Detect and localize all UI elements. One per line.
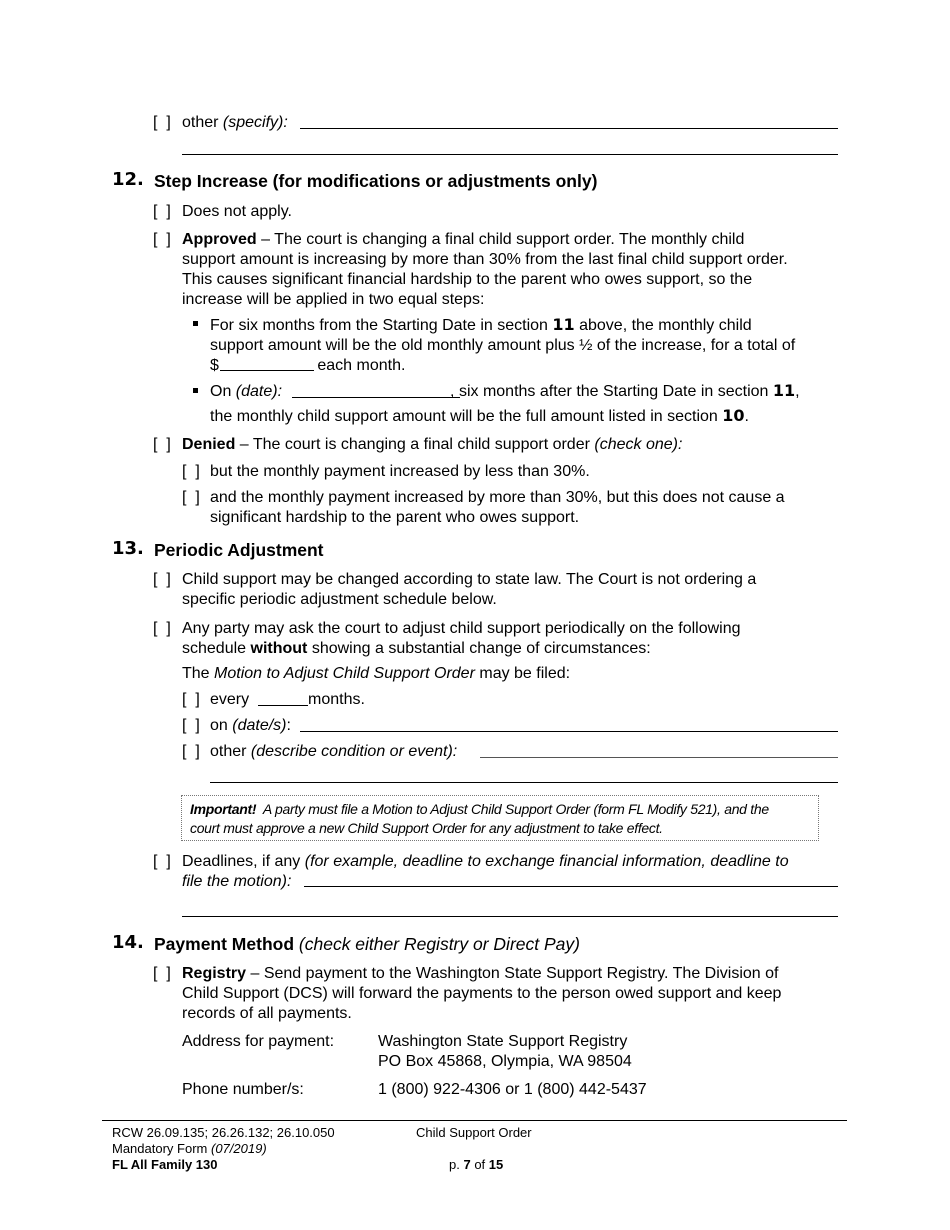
denied-text: Denied – The court is changing a final child support order (check one): [182, 436, 683, 453]
section-13-number: 13. [112, 538, 144, 559]
address-value: Washington State Support Registry PO Box 45868, Olympia, WA 98504 [378, 1033, 632, 1070]
footer-left: RCW 26.09.135; 26.26.132; 26.10.050 Mandatory Form (07/2019) FL All Family 130 [112, 1125, 335, 1172]
checkbox-on-date[interactable]: [ ] [182, 717, 200, 734]
section-12-number: 12. [112, 169, 144, 190]
bullet-1 [193, 321, 198, 326]
every-label: every months. [210, 691, 365, 708]
phone-label: Phone number/s: [182, 1081, 304, 1098]
checkbox-any-party[interactable]: [ ] [153, 620, 171, 637]
approved-bullet-1: For six months from the Starting Date in section 11 above, the monthly child support amount will be the old monthly amount plus ½ of the increase, for a total of $ each month. [210, 315, 796, 374]
footer-page: p. 7 of 15 [449, 1157, 504, 1172]
deadlines-field-2[interactable] [182, 916, 838, 917]
checkbox-state-law[interactable]: [ ] [153, 571, 171, 588]
approved-text: Approved – The court is changing a final child support order. The monthly child support amount is increasing by more than 30% from the last final child support order. This causes significant financial hardship to the parent who owes support, so the increase will be applied in two equal steps: [182, 231, 788, 308]
on-date-label: on (date/s): [210, 717, 291, 734]
section-12-title: Step Increase (for modifications or adjustments only) [154, 171, 598, 191]
footer-title: Child Support Order [416, 1125, 532, 1140]
bullet-2 [193, 388, 198, 393]
step-amount-field[interactable] [220, 370, 314, 371]
other-condition-field-2[interactable] [210, 782, 838, 783]
motion-text: The Motion to Adjust Child Support Order may be filed: [182, 665, 571, 682]
checkbox-denied-less[interactable]: [ ] [182, 463, 200, 480]
checkbox-other-condition[interactable]: [ ] [182, 743, 200, 760]
checkbox-deadlines[interactable]: [ ] [153, 853, 171, 870]
checkbox-does-not-apply[interactable]: [ ] [153, 203, 171, 220]
address-label: Address for payment: [182, 1033, 335, 1050]
section-14-title: Payment Method (check either Registry or Direct Pay) [154, 934, 580, 954]
checkbox-registry[interactable]: [ ] [153, 965, 171, 982]
deadlines-field[interactable] [304, 886, 838, 887]
other-top-field[interactable] [300, 128, 838, 129]
footer-divider [102, 1120, 847, 1121]
other-condition-label: other (describe condition or event): [210, 743, 458, 760]
months-field[interactable] [258, 705, 308, 706]
section-14-number: 14. [112, 932, 144, 953]
any-party-label: Any party may ask the court to adjust child support periodically on the following schedule without showing a substantial change of circumstances: [182, 620, 741, 657]
registry-text: Registry – Send payment to the Washington State Support Registry. The Division of Child Support (DCS) will forward the payments to the person owed support and keep records of all payments. [182, 965, 782, 1022]
checkbox-other-top[interactable]: [ ] [153, 114, 171, 131]
on-date-field[interactable] [300, 731, 838, 732]
checkbox-every[interactable]: [ ] [182, 691, 200, 708]
approved-bullet-2: On (date): , six months after the Starting Date in section 11, the monthly child support amount will be the full amount listed in section 10. [210, 381, 800, 425]
other-top-label: other (specify): [182, 114, 288, 131]
phone-value: 1 (800) 922-4306 or 1 (800) 442-5437 [378, 1081, 647, 1098]
deadlines-label: Deadlines, if any (for example, deadline to exchange financial information, deadline to file the motion): [182, 853, 789, 890]
state-law-label: Child support may be changed according to state law. The Court is not ordering a specific periodic adjustment schedule below. [182, 571, 757, 608]
does-not-apply-label: Does not apply. [182, 203, 292, 220]
denied-less-label: but the monthly payment increased by less than 30%. [210, 463, 590, 480]
checkbox-denied-more[interactable]: [ ] [182, 489, 200, 506]
important-note: Important! A party must file a Motion to Adjust Child Support Order (form FL Modify 521), and the court must approve a new Child Support Order for any adjustment to take effect. [181, 795, 819, 841]
other-condition-field[interactable] [480, 757, 838, 758]
checkbox-denied[interactable]: [ ] [153, 436, 171, 453]
other-top-field-2[interactable] [182, 154, 838, 155]
section-13-title: Periodic Adjustment [154, 540, 324, 560]
denied-more-label: and the monthly payment increased by more than 30%, but this does not cause a significant hardship to the parent who owes support. [210, 489, 785, 526]
step-date-field[interactable] [292, 397, 460, 398]
checkbox-approved[interactable]: [ ] [153, 231, 171, 248]
